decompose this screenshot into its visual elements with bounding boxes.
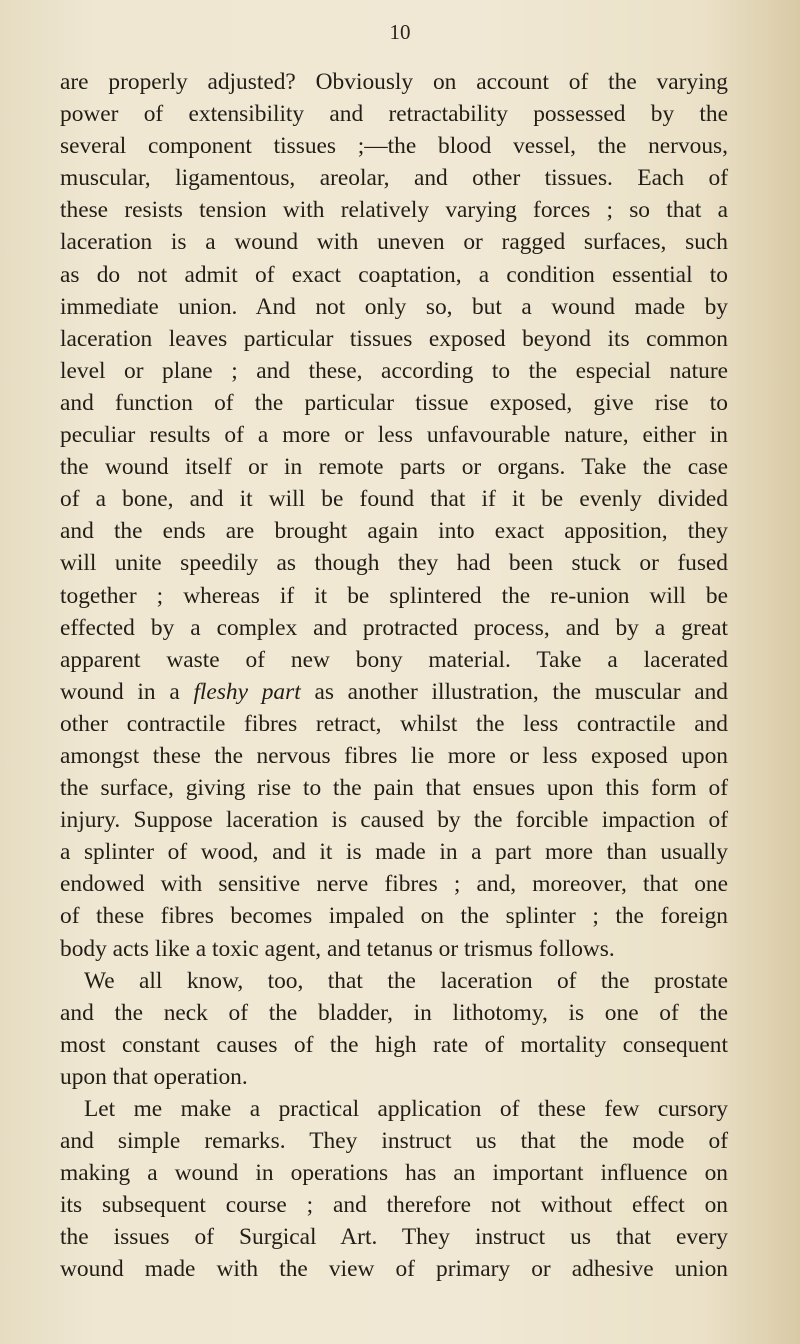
text-line: peculiar results of a more or less unfavourable nature, either in (60, 422, 728, 449)
text-line: of these fibres becomes impaled on the splinter ; the foreign (60, 903, 728, 930)
text-line: the issues of Surgical Art. They instruct us that every (60, 1224, 728, 1251)
text-line: and function of the particular tissue exposed, give rise to (60, 389, 728, 416)
text-line: and simple remarks. They instruct us that the mode of (60, 1128, 728, 1155)
text-line: wound made with the view of primary or adhesive union (60, 1256, 728, 1283)
text-line: the surface, giving rise to the pain that ensues upon this form of (60, 775, 728, 802)
text-line: muscular, ligamentous, areolar, and other tissues. Each of (60, 165, 728, 192)
text-line: wound in a fleshy part as another illustration, the muscular and (60, 678, 728, 705)
body-text (60, 66, 728, 1286)
text-line: power of extensibility and retractability possessed by the (60, 101, 728, 128)
text-line: Let me make a practical application of these few cursory (84, 1096, 728, 1122)
text-line: other contractile fibres retract, whilst the less contractile and (60, 710, 728, 737)
text-line: as do not admit of exact coaptation, a condition essential to (60, 261, 728, 288)
text-line: effected by a complex and protracted process, and by a great (60, 614, 728, 641)
text-line: making a wound in operations has an important influence on (60, 1160, 728, 1187)
text-line: are properly adjusted? Obviously on account of the varying (60, 69, 728, 95)
text-line: several component tissues ;—the blood vessel, the nervous, (60, 133, 728, 160)
text-line: endowed with sensitive nerve fibres ; and, moreover, that one (60, 871, 728, 898)
text-line: these resists tension with relatively varying forces ; so that a (60, 197, 728, 224)
text-line: a splinter of wood, and it is made in a part more than usually (60, 839, 728, 866)
text-line: laceration is a wound with uneven or ragged surfaces, such (60, 229, 728, 256)
text-line: level or plane ; and these, according to the especial nature (60, 357, 728, 384)
text-line: of a bone, and it will be found that if it be evenly divided (60, 486, 728, 513)
text-line: body acts like a toxic agent, and tetanus or trismus follows. (60, 935, 615, 962)
text-line: will unite speedily as though they had been stuck or fused (60, 550, 728, 577)
text-line: the wound itself or in remote parts or organs. Take the case (60, 454, 728, 481)
text-line: immediate union. And not only so, but a wound made by (60, 293, 728, 320)
text-line: most constant causes of the high rate of mortality consequent (60, 1031, 728, 1058)
text-line: together ; whereas if it be splintered the re-union will be (60, 582, 728, 609)
text-line: apparent waste of new bony material. Take a lacerated (60, 646, 728, 673)
text-line: amongst these the nervous fibres lie more or less exposed upon (60, 742, 728, 769)
italic-phrase: fleshy part (193, 678, 301, 705)
text-line: and the ends are brought again into exact apposition, they (60, 518, 728, 545)
text-line: its subsequent course ; and therefore not without effect on (60, 1192, 728, 1219)
text-line: We all know, too, that the laceration of the prostate (84, 967, 728, 994)
text-line: injury. Suppose laceration is caused by the forcible impaction of (60, 807, 728, 834)
text-line: and the neck of the bladder, in lithotomy, is one of the (60, 999, 728, 1026)
text-line: upon that operation. (60, 1063, 248, 1090)
page-number: 10 (389, 20, 411, 44)
text-line: laceration leaves particular tissues exposed beyond its common (60, 325, 728, 352)
